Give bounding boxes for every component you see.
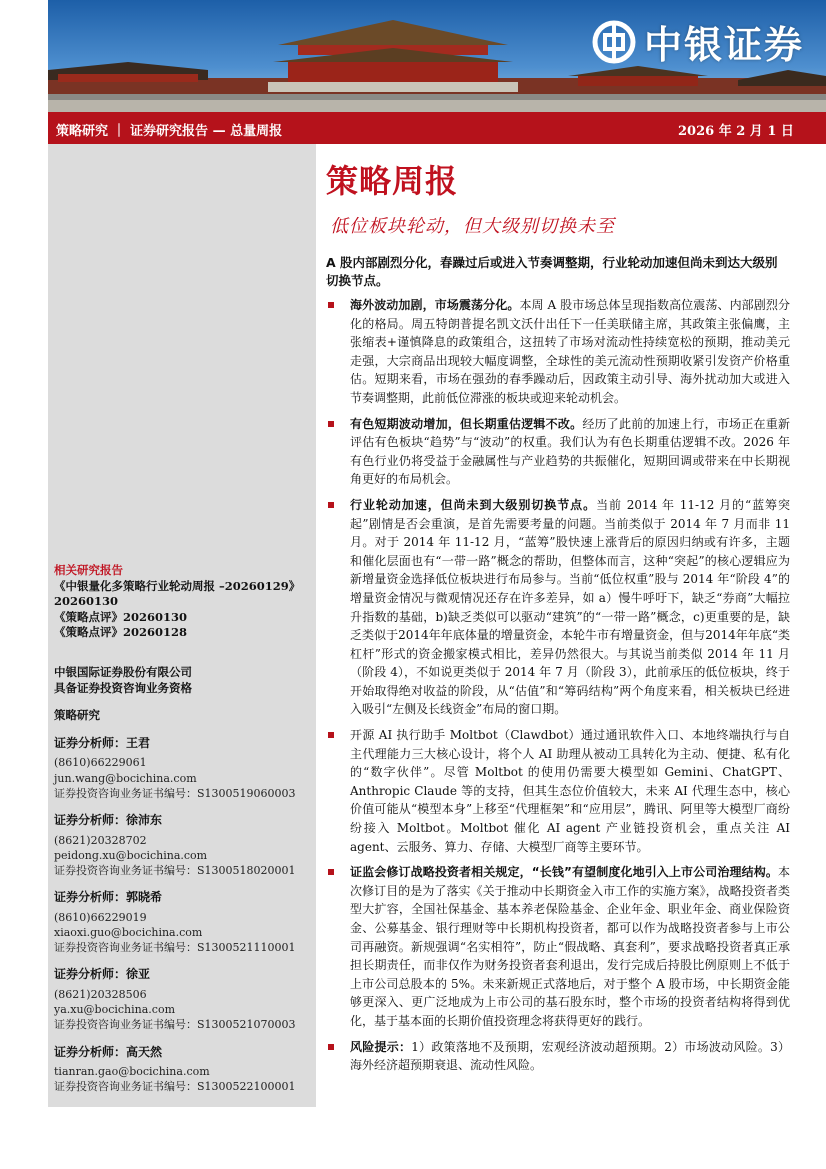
bullet-square-icon (328, 302, 334, 308)
bullet-text: 开源 AI 执行助手 Moltbot（Clawdbot）通过通讯软件入口、本地终端执行与自主代理能力三大核心设计，将个人 AI 助理从被动工具转化为主动、便捷、私有化的“数字伙伴”。尽管 Moltbot 的使用仍需要大模型如 Gemini、ChatGPT、Anthropic Claude 等的支持，但其生态位价值较大，未来 AI 代理生态中，核心价值可能从“模型本身”上移至“代理框架”和“应用层”，腾讯、阿里等大模型厂商纷纷接入 Moltbot。Moltbot 催化 AI agent 产业链投资机会，重点关注 AI agent、云服务、算力、存储、大模型厂商等主要环节。 (350, 728, 790, 854)
analyst-name: 证券分析师：王君 (54, 735, 151, 750)
report-title: 策略周报 (326, 162, 459, 200)
analyst-card (54, 813, 312, 878)
analyst-card (54, 967, 312, 1032)
bullet-square-icon (328, 732, 334, 738)
boc-logo-icon (592, 20, 636, 64)
analyst-card (54, 1045, 312, 1095)
bullet-text: 当前 2014 年 11-12 月的“蓝筹突起”剧情是否会重演，是首先需要考量的问题。当前类似于 2014 年 7 月而非 11 月。对于 2014 年 11-12 月，“蓝筹”股快速上涨背后的原因归纳或有许多，主题和催化层面也有“一带一路”概念的帮助，但整体而言，这种“突起”的核心逻辑应为新增量资金选择低位板块进行布局参与。当前“低位权重”股与 2014 年“阶段 4”的增量资金情况与微观情况还存在许多差异，如 a）慢牛呼吁下，缺乏“券商”大幅拉升指数的基础，b)缺乏类似可以驱动“建筑”的“一带一路”概念，c)更重要的是，缺乏类似于2014年年底体量的增量资金，本轮牛市有增量资金，但与2014年年底“类杠杆”形式的资金搬家模式相比，差异仍然很大。与其说当前类似 2014 年 11 月（阶段 4），不如说更类似于 2014 年 7 月（阶段 3），此前承压的低位板块，终于开始取得绝对收益的阶段，从“估值”和“筹码结构”两个角度来看，相关板块已经进入吸引“左侧及长线资金”布局的窗口期。 (350, 497, 790, 717)
bullet-point (326, 415, 790, 489)
analyst-cert: 证券投资咨询业务证书编号：S1300521110001 (54, 941, 296, 955)
analyst-email[interactable]: tianran.gao@bocichina.com (54, 1065, 210, 1079)
brand-logo (592, 14, 804, 69)
report-body (326, 296, 790, 1082)
analyst-name: 证券分析师：徐亚 (54, 967, 151, 982)
analyst-phone: (8621)20328506 (54, 987, 147, 1001)
analyst-email[interactable]: ya.xu@bocichina.com (54, 1003, 176, 1017)
company-qualification: 具备证券投资咨询业务资格 (54, 680, 192, 695)
bullet-square-icon (328, 421, 334, 427)
bullet-heading: 风险提示： (350, 1039, 412, 1054)
report-date: 2026 年 2 月 1 日 (678, 124, 794, 139)
bullet-heading: 证监会修订战略投资者相关规定，“长钱”有望制度化地引入上市公司治理结构。 (350, 865, 778, 880)
analyst-cert: 证券投资咨询业务证书编号：S1300521070003 (54, 1018, 296, 1032)
analyst-name: 证券分析师：徐沛东 (54, 812, 163, 827)
report-subtitle: 低位板块轮动，但大级别切换未至 (330, 216, 615, 237)
bullet-heading: 有色短期波动增加，但长期重估逻辑不改。 (350, 416, 583, 431)
department: 策略研究 (54, 708, 100, 723)
analyst-email[interactable]: jun.wang@bocichina.com (54, 771, 197, 785)
bullet-text: 经历了此前的加速上行，市场正在重新评估有色板块“趋势”与“波动”的权重。我们认为有色长期重估逻辑不改。2026 年有色行业仍将受益于金融属性与产业趋势的共振催化，短期回调或带来在中长期视角更好的布局机会。 (350, 416, 790, 487)
bullet-square-icon (328, 1044, 334, 1050)
related-reports-title: 相关研究报告 (54, 563, 123, 577)
bullet-text: 本周 A 股市场总体呈现指数高位震荡、内部剧烈分化的格局。周五特朗普提名凯文沃什出任下一任美联储主席，其政策主张偏鹰，主张缩表+谨慎降息的政策组合，这扭转了市场对流动性持续宽松的预期，推动美元走强，大宗商品出现较大幅度调整，全球性的美元流动性预期收紧引发资产价格重估。短期来看，市场在强劲的春季躁动后，因政策主动引导、海外扰动加大或进入节奏调整期，此前低位滞涨的板块或迎来轮动机会。 (350, 298, 790, 405)
analyst-cert: 证券投资咨询业务证书编号：S1300522100001 (54, 1080, 296, 1094)
bullet-point (326, 726, 790, 856)
sidebar (54, 563, 312, 1095)
bullet-point (326, 496, 790, 719)
bullet-point (326, 863, 790, 1030)
brand-name: 中银证券 (643, 23, 804, 67)
related-report-item[interactable]: 《中银量化多策略行业轮动周报 –20260129》20260130 (54, 578, 301, 609)
bullet-text: 1）政策落地不及预期，宏观经济波动超预期。2）市场波动风险。3）海外经济超预期衰退、流动性风险。 (350, 1039, 790, 1073)
analyst-card (54, 890, 312, 955)
analyst-name: 证券分析师：郭晓希 (54, 890, 163, 905)
risk-warning (326, 1038, 790, 1075)
analyst-cert: 证券投资咨询业务证书编号：S1300518020001 (54, 863, 296, 877)
report-header-bar (48, 112, 826, 144)
analyst-phone: (8621)20328702 (54, 833, 147, 847)
header-banner (48, 0, 826, 112)
analyst-phone: (8610)66229061 (54, 756, 147, 770)
analyst-name: 证券分析师：高天然 (54, 1044, 163, 1059)
bullet-heading: 海外波动加剧，市场震荡分化。 (350, 298, 520, 312)
analyst-email[interactable]: peidong.xu@bocichina.com (54, 848, 208, 862)
related-report-item[interactable]: 《策略点评》20260130 (54, 609, 188, 624)
analyst-email[interactable]: xiaoxi.guo@bocichina.com (54, 925, 203, 939)
breadcrumb: 策略研究 ｜ 证券研究报告 — 总量周报 (56, 124, 283, 139)
analyst-phone: (8610)66229019 (54, 910, 147, 924)
bullet-square-icon (328, 502, 334, 508)
analyst-cert: 证券投资咨询业务证书编号：S1300519060003 (54, 786, 296, 800)
bullet-point (326, 296, 790, 408)
related-report-item[interactable]: 《策略点评》20260128 (54, 625, 188, 640)
report-lead: A 股内部剧烈分化，春躁过后或进入节奏调整期，行业轮动加速但尚未到达大级别切换节点。 (326, 255, 778, 288)
bullet-text: 本次修订目的是为了落实《关于推动中长期资金入市工作的实施方案》，战略投资者类型大扩容，全国社保基金、基本养老保险基金、企业年金、职业年金、商业保险资金、公募基金、银行理财等中长期机构投资者，都可以作为战略投资者参与上市公司再融资。新规强调“名实相符”，防止“假战略、真套利”，要求战略投资者真正承担长期责任，而非仅作为财务投资者套利退出，发行完成后持股比例原则上不低于上市公司总股本的 5%。未来新规正式落地后，对于整个 A 股市场，中长期资金能够更深入、更广泛地成为上市公司的基石股东时，整个市场的投资者结构将得到优化，基于基本面的长期价值投资理念将获得更好的践行。 (350, 865, 790, 1028)
bullet-heading: 行业轮动加速，但尚未到大级别切换节点。 (350, 497, 597, 512)
company-name: 中银国际证券股份有限公司 (54, 664, 192, 679)
analyst-card (54, 736, 312, 801)
bullet-square-icon (328, 869, 334, 875)
